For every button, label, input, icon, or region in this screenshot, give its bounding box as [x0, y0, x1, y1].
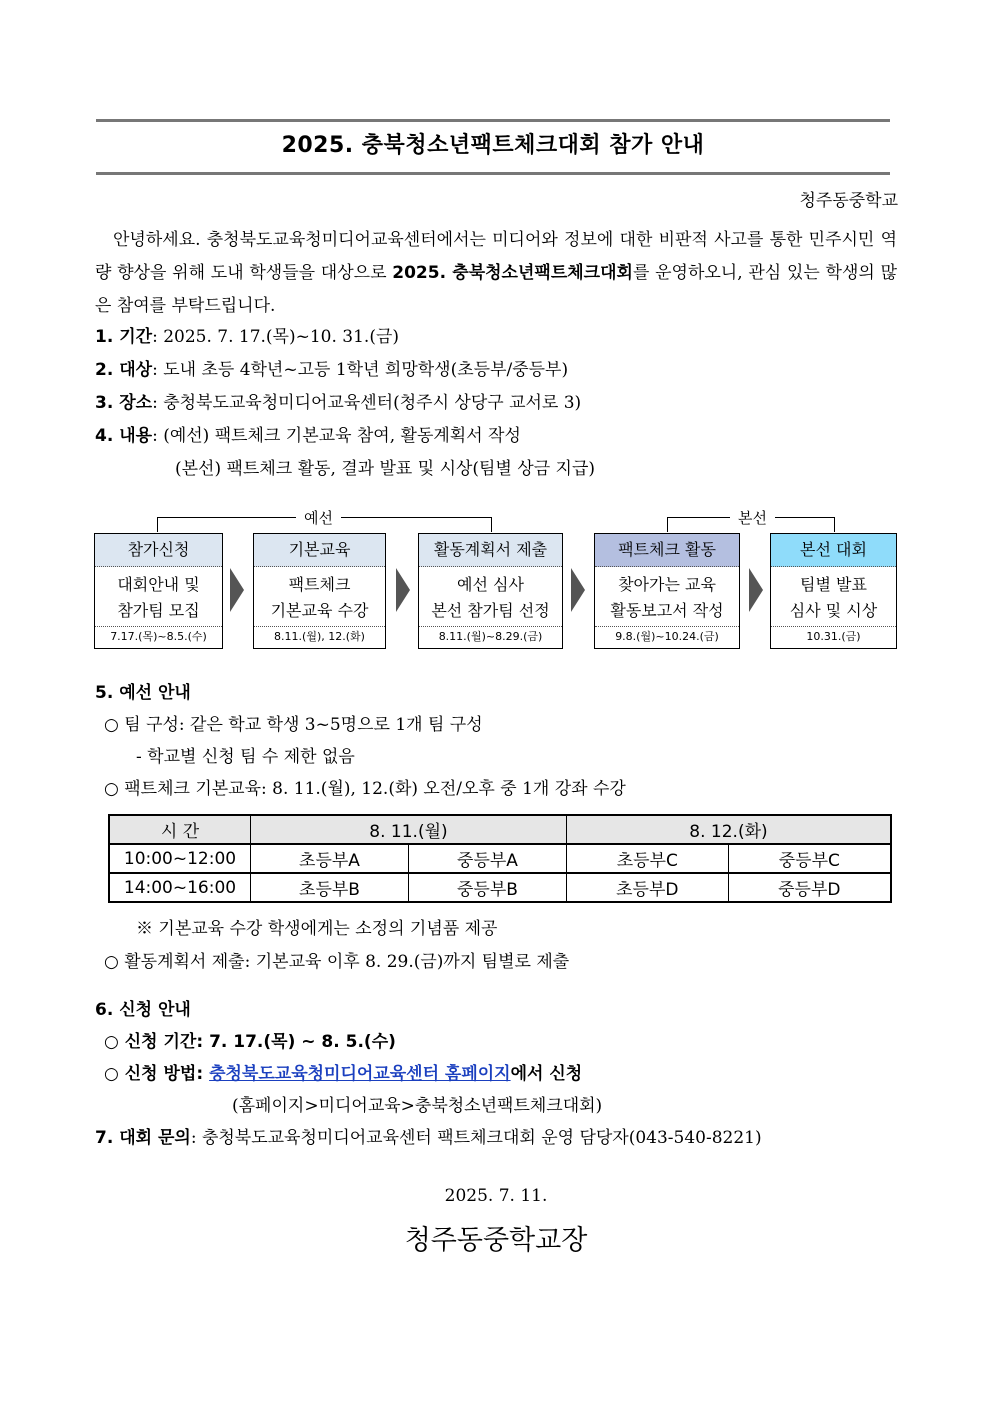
step-date: 10.31.(금) — [771, 626, 896, 649]
intro-text-1: 안녕하세요. 충청북도교육청미디어교육센터에서는 미디어와 정보에 대한 비판적 사고를 통한 민주시민 역량 향상을 위해 도내 학생들을 대상으로 — [95, 230, 897, 283]
section5-edu: ○ 팩트체크 기본교육: 8. 11.(월), 12.(화) 오전/오후 중 1개 강좌 수강 — [104, 779, 626, 799]
homepage-link[interactable]: 충청북도교육청미디어교육센터 홈페이지 — [209, 1064, 511, 1084]
table-header-row: 시 간 8. 11.(월) 8. 12.(화) — [109, 815, 891, 844]
flow-step-apply: 참가신청 대회안내 및 참가팀 모집 7.17.(목)~8.5.(수) — [94, 533, 223, 649]
section5-team-note: - 학교별 신청 팀 수 제한 없음 — [136, 747, 355, 767]
step-title: 활동계획서 제출 — [419, 534, 562, 567]
section6-heading: 6. 신청 안내 — [95, 1000, 191, 1020]
title-rule-bottom — [96, 172, 890, 175]
flow-arrow-icon — [396, 568, 410, 612]
item-content: 4. 내용: (예선) 팩트체크 기본교육 참여, 활동계획서 작성 — [95, 426, 521, 446]
item-place: 3. 장소: 충청북도교육청미디어교육센터(청주시 상당구 교서로 3) — [95, 393, 582, 413]
page-title: 2025. 충북청소년팩트체크대회 참가 안내 — [281, 133, 705, 158]
section5-note: ※ 기본교육 수강 학생에게는 소정의 기념품 제공 — [136, 919, 498, 939]
flow-arrow-icon — [230, 568, 244, 612]
flow-step-education: 기본교육 팩트체크 기본교육 수강 8.11.(월), 12.(화) — [253, 533, 386, 649]
section6-method: ○ 신청 방법: 충청북도교육청미디어교육센터 홈페이지에서 신청 — [104, 1064, 583, 1084]
schedule-table — [108, 814, 892, 903]
bracket-prelim-label: 예선 — [296, 507, 341, 528]
intro-bold: 2025. 충북청소년팩트체크대회 — [392, 263, 633, 283]
flow-step-activity: 팩트체크 활동 찾아가는 교육 활동보고서 작성 9.8.(월)~10.24.(금) — [594, 533, 740, 649]
intro-text-2: 를 운영하오니, 관심 있는 학생의 많은 참여를 부탁드립니다. — [95, 263, 897, 316]
step-title: 팩트체크 활동 — [595, 534, 739, 567]
section6-period: ○ 신청 기간: 7. 17.(목) ~ 8. 5.(수) — [104, 1032, 396, 1052]
step-date: 7.17.(목)~8.5.(수) — [95, 626, 222, 649]
document-date: 2025. 7. 11. — [444, 1186, 548, 1206]
flow-step-plan: 활동계획서 제출 예선 심사 본선 참가팀 선정 8.11.(월)~8.29.(금) — [418, 533, 563, 649]
section5-plan: ○ 활동계획서 제출: 기본교육 이후 8. 29.(금)까지 팀별로 제출 — [104, 952, 570, 972]
step-title: 기본교육 — [254, 534, 385, 567]
flow-arrow-icon — [571, 568, 585, 612]
step-title: 참가신청 — [95, 534, 222, 567]
item-period: 1. 기간: 2025. 7. 17.(목)~10. 31.(금) — [95, 327, 400, 347]
item-target: 2. 대상: 도내 초등 4학년~고등 1학년 희망학생(초등부/중등부) — [95, 360, 569, 380]
bracket-final-label: 본선 — [730, 507, 775, 528]
title-rule-top — [96, 119, 890, 122]
section6-path: (홈페이지>미디어교육>충북청소년팩트체크대회) — [232, 1096, 603, 1116]
table-row: 10:00~12:00 초등부A 중등부A 초등부C 중등부C — [109, 844, 891, 873]
step-date: 9.8.(월)~10.24.(금) — [595, 626, 739, 649]
school-name: 청주동중학교 — [799, 191, 898, 211]
table-row: 14:00~16:00 초등부B 중등부B 초등부D 중등부D — [109, 873, 891, 902]
step-date: 8.11.(월), 12.(화) — [254, 626, 385, 649]
step-date: 8.11.(월)~8.29.(금) — [419, 626, 562, 649]
item-content-line2: (본선) 팩트체크 활동, 결과 발표 및 시상(팀별 상금 지급) — [175, 459, 596, 479]
signer: 청주동중학교장 — [404, 1225, 588, 1256]
intro-paragraph — [95, 224, 897, 323]
flow-arrow-icon — [749, 568, 763, 612]
section5-team: ○ 팀 구성: 같은 학교 학생 3~5명으로 1개 팀 구성 — [104, 715, 483, 735]
step-title: 본선 대회 — [771, 534, 896, 567]
section7-inquiry: 7. 대회 문의: 충청북도교육청미디어교육센터 팩트체크대회 운영 담당자(043-540-8221) — [95, 1128, 762, 1148]
flow-step-final: 본선 대회 팀별 발표 심사 및 시상 10.31.(금) — [770, 533, 897, 649]
section5-heading: 5. 예선 안내 — [95, 683, 191, 703]
